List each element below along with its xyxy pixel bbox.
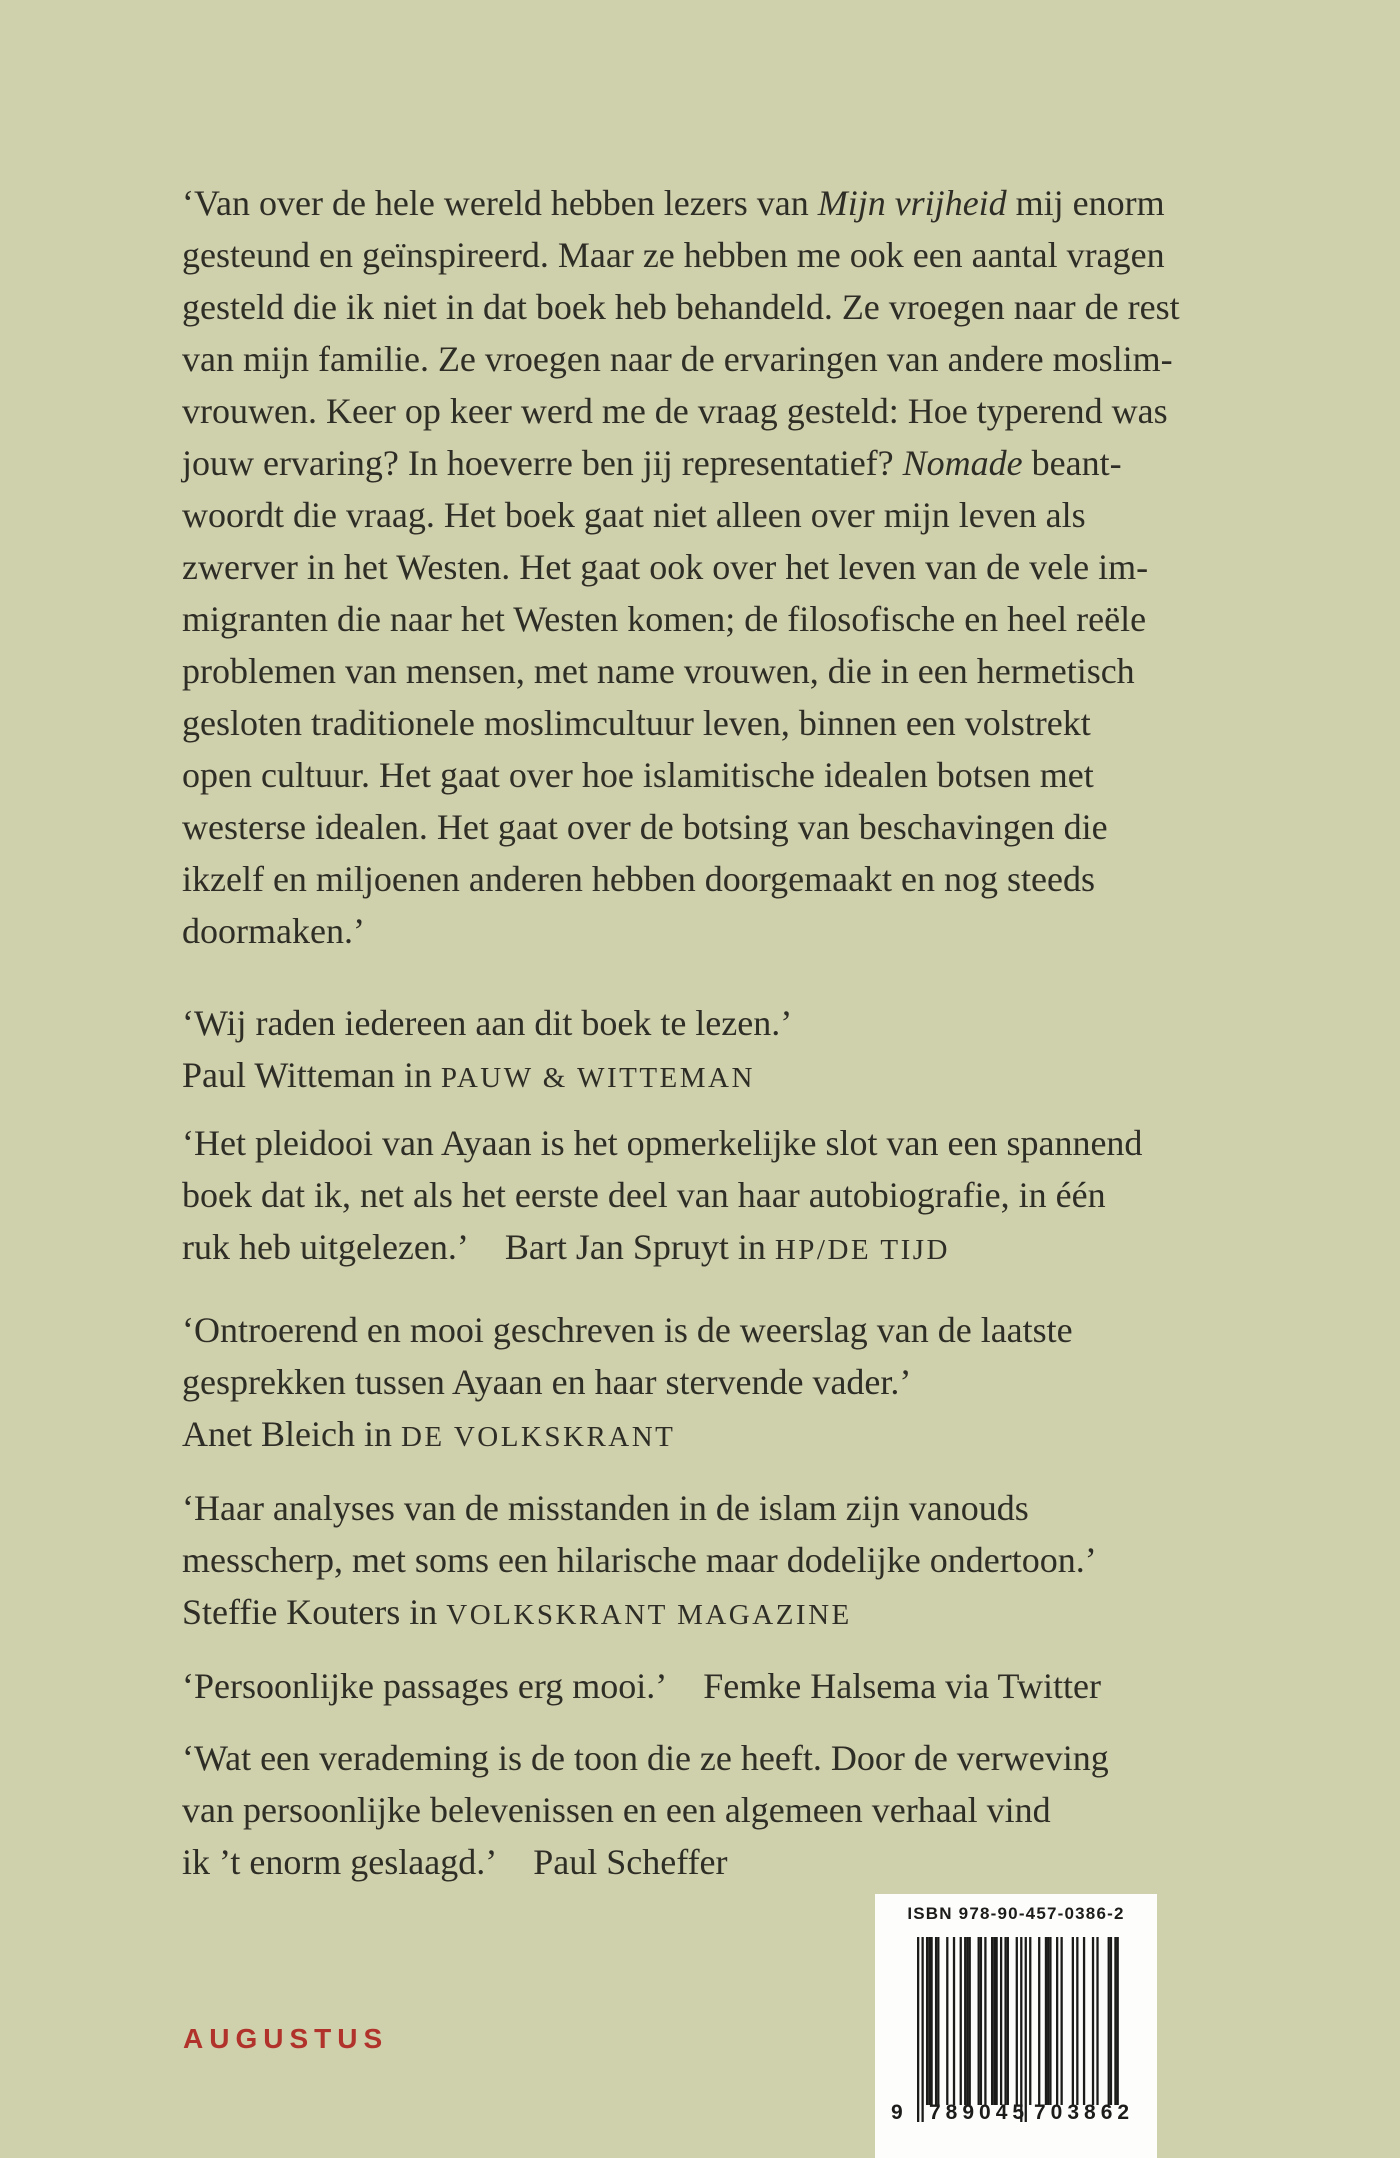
text-line: gesteund en geïnspireerd. Maar ze hebben me ook een aantal vragen <box>182 235 1165 275</box>
text-line: zwerver in het Westen. Het gaat ook over het leven van de vele im- <box>182 547 1149 587</box>
text-line: jouw ervaring? In hoeverre ben jij representatief? Nomade beant- <box>182 443 1122 483</box>
text-line: ‘Haar analyses van de misstanden in de islam zijn vanouds <box>182 1488 1029 1528</box>
isbn-barcode <box>875 1894 1157 2158</box>
barcode-digits-right: 703862 <box>1034 2101 1135 2124</box>
text-line: westerse idealen. Het gaat over de botsing van beschavingen die <box>182 807 1108 847</box>
text-line: problemen van mensen, met name vrouwen, die in een hermetisch <box>182 651 1135 691</box>
barcode-digits-left: 789045 <box>929 2101 1030 2124</box>
text-line: vrouwen. Keer op keer werd me de vraag gesteld: Hoe typerend was <box>182 391 1168 431</box>
publisher-logo: AUGUSTUS <box>183 2023 389 2054</box>
quote-pauw-witteman <box>182 997 792 1101</box>
text-line: ruk heb uitgelezen.’ Bart Jan Spruyt in HP/DE TIJD <box>182 1227 950 1267</box>
isbn-label: ISBN 978-90-457-0386-2 <box>907 1904 1125 1923</box>
quote-volkskrant <box>182 1304 1073 1460</box>
text-line: ‘Van over de hele wereld hebben lezers van Mijn vrijheid mij enorm <box>182 183 1165 223</box>
quote-paul-scheffer <box>182 1732 1109 1888</box>
blurb-paragraph <box>182 177 1180 957</box>
text-line: woordt die vraag. Het boek gaat niet alleen over mijn leven als <box>182 495 1086 535</box>
text-line: van persoonlijke belevenissen en een algemeen verhaal vind <box>182 1790 1051 1830</box>
text-line: ‘Wat een verademing is de toon die ze heeft. Door de verweving <box>182 1738 1109 1778</box>
text-line: Paul Witteman in PAUW & WITTEMAN <box>182 1055 755 1095</box>
text-line: gesloten traditionele moslimcultuur leven, binnen een volstrekt <box>182 703 1091 743</box>
barcode-digit-lead: 9 <box>891 2101 903 2124</box>
text-line: gesprekken tussen Ayaan en haar stervende vader.’ <box>182 1362 912 1402</box>
text-line: boek dat ik, net als het eerste deel van haar autobiografie, in één <box>182 1175 1106 1215</box>
text-line: van mijn familie. Ze vroegen naar de ervaringen van andere moslim- <box>182 339 1173 379</box>
text-line: Anet Bleich in DE VOLKSKRANT <box>182 1414 676 1454</box>
text-line: ‘Wij raden iedereen aan dit boek te lezen.’ <box>182 1003 793 1043</box>
text-line: ik ’t enorm geslaagd.’ Paul Scheffer <box>182 1842 728 1882</box>
text-line: ikzelf en miljoenen anderen hebben doorgemaakt en nog steeds <box>182 859 1096 899</box>
text-line: doormaken.’ <box>182 911 365 951</box>
quote-femke-halsema <box>182 1660 1101 1712</box>
barcode-bars <box>917 1937 1130 2122</box>
quote-volkskrant-magazine <box>182 1482 1097 1638</box>
text-line: Steffie Kouters in VOLKSKRANT MAGAZINE <box>182 1592 852 1632</box>
text-line: ‘Het pleidooi van Ayaan is het opmerkelijke slot van een spannend <box>182 1123 1143 1163</box>
text-line: ‘Persoonlijke passages erg mooi.’ Femke Halsema via Twitter <box>182 1666 1101 1706</box>
text-line: ‘Ontroerend en mooi geschreven is de weerslag van de laatste <box>182 1310 1073 1350</box>
text-line: open cultuur. Het gaat over hoe islamitische idealen botsen met <box>182 755 1094 795</box>
text-line: messcherp, met soms een hilarische maar dodelijke ondertoon.’ <box>182 1540 1097 1580</box>
text-line: migranten die naar het Westen komen; de filosofische en heel reële <box>182 599 1147 639</box>
text-line: gesteld die ik niet in dat boek heb behandeld. Ze vroegen naar de rest <box>182 287 1180 327</box>
quote-hp-de-tijd <box>182 1117 1142 1273</box>
